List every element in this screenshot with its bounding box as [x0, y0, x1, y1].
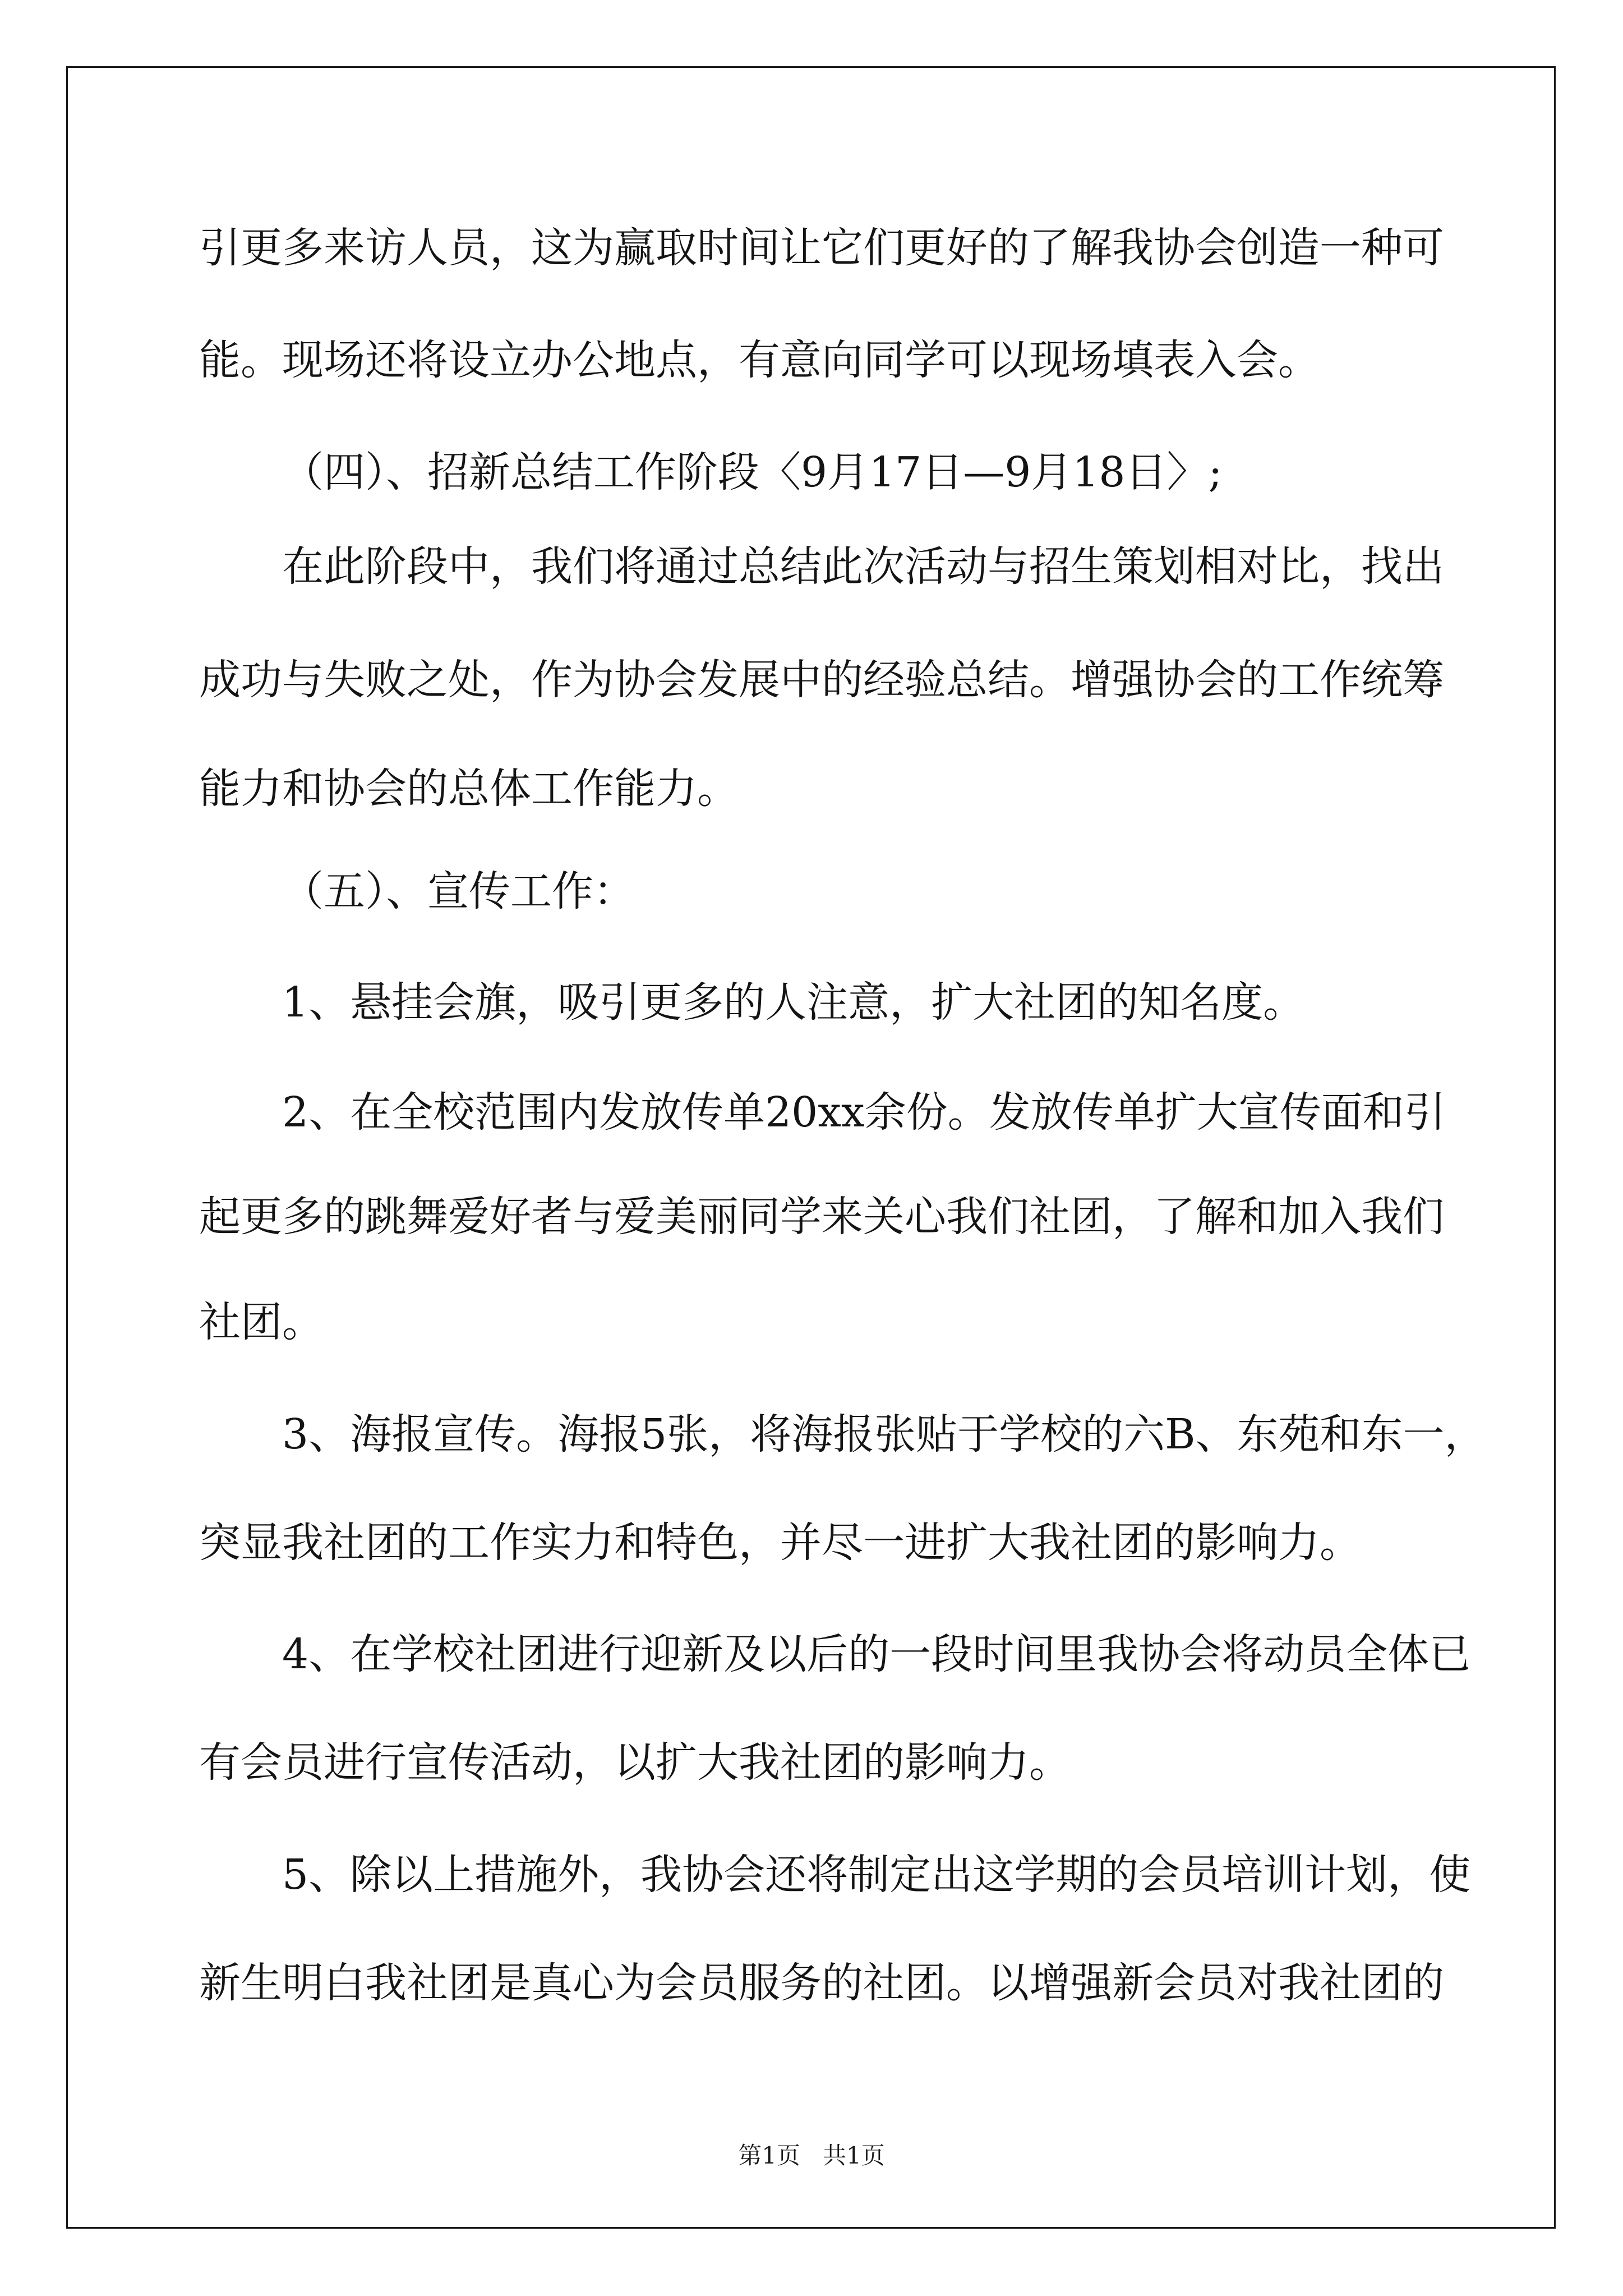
body-text-line: 新生明白我社团是真心为会员服务的社团。以增强新会员对我社团的 [199, 1959, 1444, 2007]
body-text-line: 有会员进行宣传活动，以扩大我社团的影响力。 [199, 1738, 1071, 1787]
body-text-line: 起更多的跳舞爱好者与爱美丽同学来关心我们社团，了解和加入我们 [199, 1193, 1444, 1241]
list-item-2: 2、在全校范围内发放传单20xx余份。发放传单扩大宣传面和引 [282, 1088, 1446, 1137]
section-heading-four: （四）、招新总结工作阶段〈9月17日—9月18日〉; [282, 448, 1223, 496]
page-border [66, 66, 1556, 2229]
body-text-line: 在此阶段中，我们将通过总结此次活动与招生策划相对比，找出 [282, 542, 1444, 591]
section-heading-five: （五）、宣传工作： [282, 867, 635, 915]
body-text-line: 成功与失败之处，作为协会发展中的经验总结。增强协会的工作统筹 [199, 656, 1444, 704]
body-text-line: 能力和协会的总体工作能力。 [199, 765, 739, 813]
page-number-footer: 第1页 共1页 [738, 2142, 885, 2169]
list-item-3: 3、海报宣传。海报5张，将海报张贴于学校的六B、东苑和东一， [282, 1410, 1486, 1458]
list-item-4: 4、在学校社团进行迎新及以后的一段时间里我协会将动员全体已 [282, 1630, 1471, 1678]
body-text-line: 突显我社团的工作实力和特色，并尽一进扩大我社团的影响力。 [199, 1519, 1361, 1567]
body-text-line: 引更多来访人员，这为赢取时间让它们更好的了解我协会创造一种可 [199, 224, 1444, 272]
list-item-5: 5、除以上措施外，我协会还将制定出这学期的会员培训计划，使 [282, 1851, 1471, 1899]
list-item-1: 1、悬挂会旗，吸引更多的人注意，扩大社团的知名度。 [282, 978, 1305, 1027]
body-text-line: 能。现场还将设立办公地点，有意向同学可以现场填表入会。 [199, 336, 1320, 384]
body-text-line: 社团。 [199, 1298, 324, 1346]
